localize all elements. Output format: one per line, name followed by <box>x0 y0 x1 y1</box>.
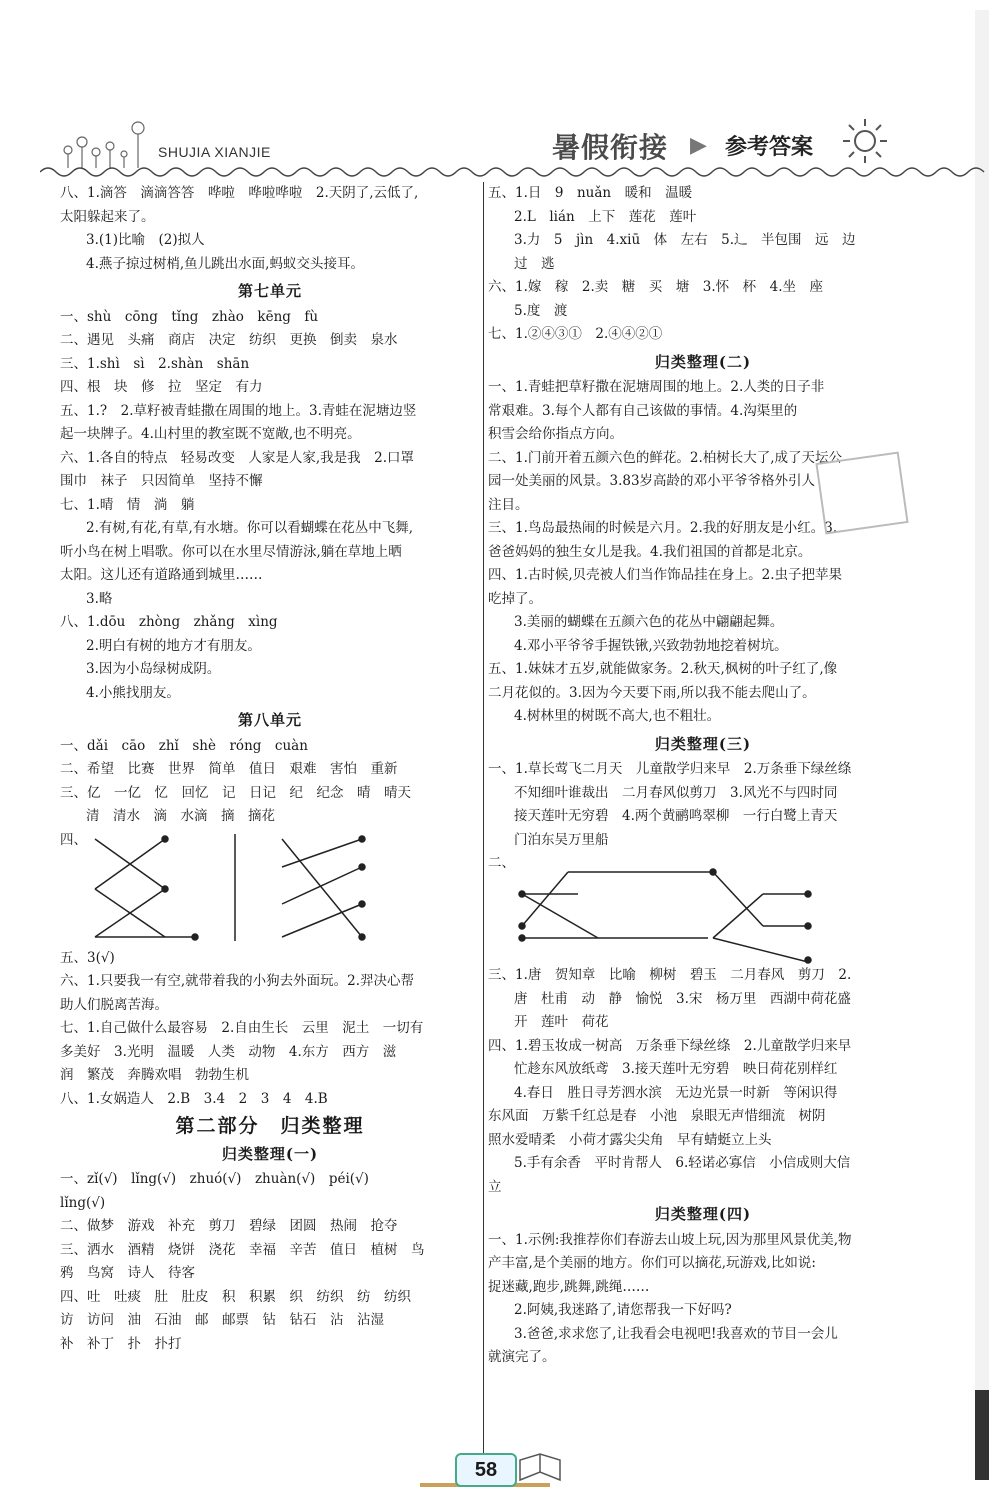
answer-line: 一、shù cōng tǐng zhào kēng fù <box>60 308 319 325</box>
answer-line: 三、1.鸟岛最热闹的时候是六月。2.我的好朋友是小红。3. <box>488 520 838 536</box>
answer-line: 访 访问 油 石油 邮 邮票 钻 钻石 沾 沾湿 <box>60 1312 384 1328</box>
answer-line: 二月花似的。3.因为今天要下雨,所以我不能去爬山了。 <box>488 684 816 701</box>
header-wave-divider <box>40 162 985 178</box>
answer-line: 八、1.滴答 滴滴答答 哗啦 哗啦哗啦 2.天阴了,云低了, <box>60 185 419 201</box>
answer-line: 八、1.女娲造人 2.B 3.4 2 3 4 4.B <box>60 1090 328 1107</box>
answer-line: 立 <box>488 1178 502 1195</box>
answer-line: 太阳躲起来了。 <box>60 208 155 225</box>
answer-line: 四、1.碧玉妆成一树高 万条垂下绿丝绦 2.儿童散学归来早 <box>488 1037 852 1054</box>
answer-line: 2.L lián 上下 莲花 莲叶 <box>514 208 697 225</box>
answer-line: 3.因为小岛绿树成阴。 <box>86 661 221 677</box>
answer-line: 吃掉了。 <box>488 590 542 607</box>
answer-line: 三、亿 一亿 忆 回忆 记 日记 纪 纪念 晴 晴天 <box>60 784 411 801</box>
answer-line: 3.爸爸,求求您了,让我看会电视吧!我喜欢的节目一会儿 <box>514 1325 838 1342</box>
arrow-icon: ▶ <box>690 133 707 158</box>
header-subtitle: 参考答案 <box>725 135 814 160</box>
answer-line: 多美好 3.光明 温暖 人类 动物 4.东方 西方 滋 <box>60 1043 397 1060</box>
header-title: 暑假衔接 <box>552 131 669 164</box>
answer-line: 助人们脱离苦海。 <box>60 996 168 1013</box>
answer-line: 六、1.各自的特点 轻易改变 人家是人家,我是我 2.口罩 <box>60 449 415 466</box>
answer-line: 开 莲叶 荷花 <box>514 1014 609 1030</box>
answer-line: 5.手有余香 平时肯帮人 6.轻诺必寡信 小信成则大信 <box>514 1155 851 1171</box>
answer-line: 就演完了。 <box>488 1349 556 1365</box>
left-column <box>60 182 480 1356</box>
brand-text: SHUJIA XIANJIE <box>158 144 271 160</box>
answer-line: 四、1.古时候,贝壳被人们当作饰品挂在身上。2.虫子把苹果 <box>488 567 843 583</box>
answer-line: 二、遇见 头痛 商店 决定 纺织 更换 倒卖 泉水 <box>60 332 398 348</box>
answer-line: 清 清水 滴 水滴 摘 摘花 <box>86 808 275 824</box>
answer-line: 三、1.shì sì 2.shàn shān <box>60 355 250 372</box>
section-heading: 归类整理(四) <box>654 1205 752 1223</box>
matching-lines-diagram <box>488 852 918 964</box>
answer-line: 5.度 渡 <box>514 302 568 319</box>
answer-line: 忙趁东风放纸鸢 3.接天莲叶无穷碧 映日荷花别样红 <box>514 1061 838 1077</box>
page-edge-shadow <box>975 10 989 1410</box>
answer-line: 东风面 万紫千红总是春 小池 泉眼无声惜细流 树阴 <box>488 1108 826 1124</box>
unit-heading-7: 第七单元 <box>237 282 302 300</box>
answer-line: 起一块牌子。4.山村里的教室既不宽敞,也不明亮。 <box>60 426 361 442</box>
answer-line: 不知细叶谁裁出 二月春风似剪刀 3.风光不与四时同 <box>514 784 838 801</box>
answer-line: 鸦 鸟窝 诗人 待客 <box>60 1265 195 1281</box>
answer-line: 2.阿姨,我迷路了,请您帮我一下好吗? <box>514 1302 732 1318</box>
answer-line: 七、1.②④③① 2.④④②① <box>488 326 663 342</box>
part-heading: 第二部分 归类整理 <box>175 1115 365 1137</box>
answer-line: 二、希望 比赛 世界 简单 值日 艰难 害怕 重新 <box>60 761 398 777</box>
answer-line: 爸爸妈妈的独生女儿是我。4.我们祖国的首都是北京。 <box>488 543 812 560</box>
answer-line: 3.美丽的蝴蝶在五颜六色的花丛中翩翩起舞。 <box>514 614 784 630</box>
unit-heading-8: 第八单元 <box>237 711 302 729</box>
answer-line: 3.(1)比喻 (2)拟人 <box>86 232 205 248</box>
section-heading: 归类整理(二) <box>654 352 752 371</box>
answer-line: lǐng(√) <box>60 1194 106 1211</box>
answer-line: 五、1.妹妹才五岁,就能做家务。2.秋天,枫树的叶子红了,像 <box>488 661 838 677</box>
answer-label: 四、 <box>60 831 87 848</box>
answer-line: 二、做梦 游戏 补充 剪刀 碧绿 团圆 热闹 抢夺 <box>60 1218 398 1234</box>
answer-line: 4.春日 胜日寻芳泗水滨 无边光景一时新 等闲识得 <box>514 1084 838 1101</box>
answer-line: 2.有树,有花,有草,有水塘。你可以看蝴蝶在花丛中飞舞, <box>86 520 414 536</box>
answer-line: 一、dǎi cāo zhǐ shè róng cuàn <box>60 737 308 754</box>
answer-line: 一、1.草长莺飞二月天 儿童散学归来早 2.万条垂下绿丝绦 <box>488 761 852 777</box>
answer-line: 补 补丁 扑 扑打 <box>60 1335 182 1352</box>
right-column <box>488 182 918 1370</box>
answer-line: 4.小熊找朋友。 <box>86 684 180 701</box>
answer-line: 七、1.晴 情 淌 躺 <box>60 496 195 513</box>
answer-line: 2.明白有树的地方才有朋友。 <box>86 637 261 654</box>
answer-line: 产丰富,是个美丽的地方。你们可以摘花,玩游戏,比如说: <box>488 1255 816 1271</box>
answer-line: 4.燕子掠过树梢,鱼儿跳出水面,蚂蚁交头接耳。 <box>86 255 364 272</box>
answer-line: 注目。 <box>488 496 529 513</box>
answer-line: 接天莲叶无穷碧 4.两个黄鹂鸣翠柳 一行白鹭上青天 <box>514 808 838 824</box>
answer-line: 三、洒水 酒精 烧饼 浇花 幸福 辛苦 值日 植树 鸟 <box>60 1241 425 1258</box>
answer-line: 4.邓小平爷爷手握铁锹,兴致勃勃地挖着树坑。 <box>514 637 788 654</box>
answer-line: 七、1.自己做什么最容易 2.自由生长 云里 泥土 一切有 <box>60 1020 424 1036</box>
answer-line: 二、1.门前开着五颜六色的鲜花。2.柏树长大了,成了天坛公 <box>488 449 843 466</box>
answer-line: 四、根 块 修 拉 坚定 有力 <box>60 379 263 395</box>
column-divider <box>483 182 484 1482</box>
answer-line: 八、1.dōu zhòng zhǎng xìng <box>60 614 278 630</box>
answer-line: 3.略 <box>86 590 113 607</box>
answer-line: 4.树林里的树既不高大,也不粗壮。 <box>514 708 721 724</box>
answer-line: 太阳。这儿还有道路通到城里…… <box>60 567 263 583</box>
answer-label: 二、 <box>488 855 515 871</box>
answer-line: 一、1.青蛙把草籽撒在泥塘周围的地上。2.人类的日子非 <box>488 379 825 395</box>
answer-line: 3.力 5 jìn 4.xiū 体 左右 5.辶 半包围 远 边 <box>514 232 856 248</box>
answer-line: 听小鸟在树上唱歌。你可以在水里尽情游泳,躺在草地上晒 <box>60 543 402 560</box>
matching-lines <box>488 852 908 964</box>
page-header <box>40 100 985 180</box>
section-heading: 归类整理(三) <box>654 734 752 753</box>
answer-line: 积雪会给你指点方向。 <box>488 426 623 442</box>
sun-icon <box>840 116 890 166</box>
answer-line: 捉迷藏,跑步,跳舞,跳绳…… <box>488 1278 650 1295</box>
answer-line: 照水爱晴柔 小荷才露尖尖角 早有蜻蜓立上头 <box>488 1131 772 1148</box>
answer-line: 园一处美丽的风景。3.83岁高龄的邓小平爷爷格外引人 <box>488 473 816 489</box>
answer-line: 一、zǐ(√) lǐng(√) zhuó(√) zhuàn(√) péi(√) <box>60 1171 369 1187</box>
page-edge-dark <box>975 1390 989 1480</box>
answer-line: 三、1.唐 贺知章 比喻 柳树 碧玉 二月春风 剪刀 2. <box>488 967 852 983</box>
matching-lines <box>60 829 460 947</box>
stamp-image <box>815 452 908 535</box>
answer-line: 六、1.嫁 稼 2.卖 糖 买 塘 3.怀 杯 4.坐 座 <box>488 279 824 295</box>
section-heading: 归类整理(一) <box>221 1144 319 1163</box>
answer-line: 六、1.只要我一有空,就带着我的小狗去外面玩。2.羿决心帮 <box>60 973 415 989</box>
answer-line: 一、1.示例:我推荐你们春游去山坡上玩,因为那里风景优美,物 <box>488 1231 852 1248</box>
matching-lines-diagram <box>60 829 480 947</box>
answer-line: 门泊东吴万里船 <box>514 831 609 848</box>
answer-line: 润 繁茂 奔腾欢唱 勃勃生机 <box>60 1067 249 1083</box>
book-icon <box>515 1450 565 1486</box>
answer-line: 五、1.日 9 nuǎn 暖和 温暖 <box>488 185 693 201</box>
answer-line: 唐 杜甫 动 静 愉悦 3.宋 杨万里 西湖中荷花盛 <box>514 990 851 1007</box>
answer-line: 常艰难。3.每个人都有自己该做的事情。4.沟渠里的 <box>488 402 798 419</box>
answer-line: 五、3(√) <box>60 949 115 966</box>
answer-line: 四、吐 吐痰 肚 肚皮 积 积累 织 纺织 纺 纺织 <box>60 1288 411 1305</box>
answer-line: 围巾 袜子 只因简单 坚持不懈 <box>60 473 263 489</box>
page-number: 58 <box>455 1453 517 1487</box>
answer-line: 五、1.? 2.草籽被青蛙撒在周围的地上。3.青蛙在泥塘边竖 <box>60 402 417 419</box>
answer-line: 过 逃 <box>514 255 555 272</box>
